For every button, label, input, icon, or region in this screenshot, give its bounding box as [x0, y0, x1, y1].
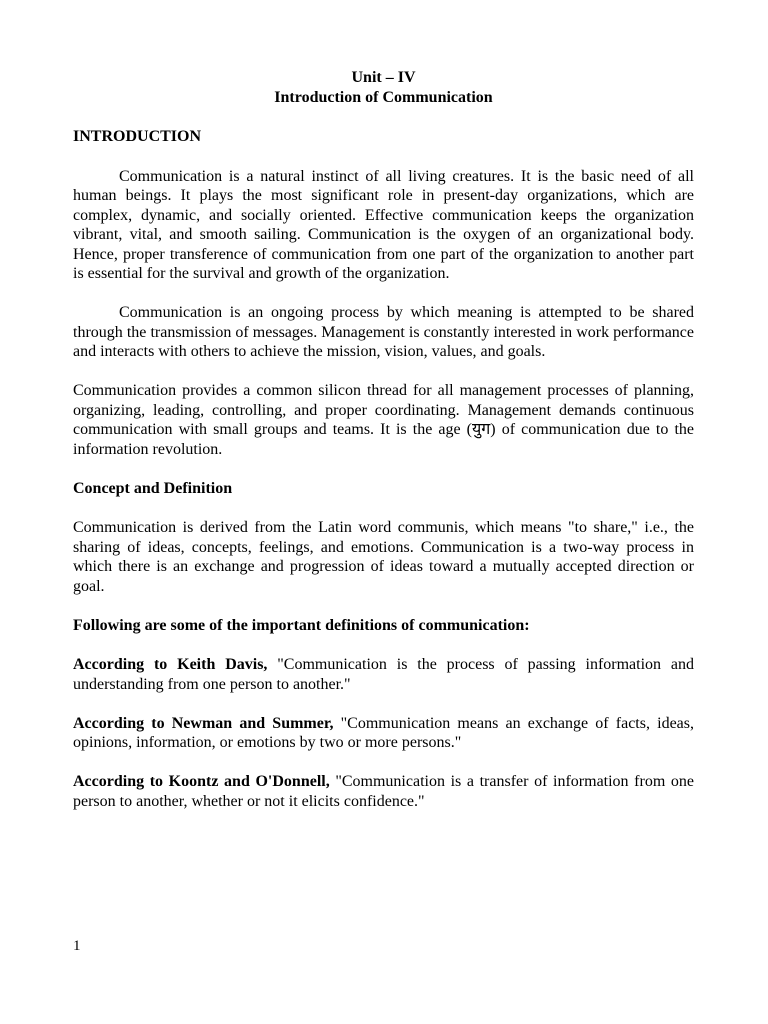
- definition-source: According to Newman and Summer,: [73, 714, 334, 732]
- definition-text: "Communication is a transfer of information from one person to another, whether or not it elicits confidence.": [73, 773, 695, 810]
- definitions-heading: Following are some of the important definitions of communication:: [73, 616, 530, 634]
- intro-paragraph-2: Communication is an ongoing process by which meaning is attempted to be shared through the transmission of messages. Management is constantly interested in work performance and interacts with others to achieve the mission, vision, values, and goals.: [73, 304, 694, 360]
- document-title: Introduction of Communication: [274, 88, 493, 106]
- definition-text: "Communication is the process of passing information and understanding from one person to another.": [73, 656, 694, 693]
- concept-heading: Concept and Definition: [73, 479, 233, 497]
- definition-source: According to Koontz and O'Donnell,: [73, 773, 330, 790]
- definition-keith-davis: [73, 655, 694, 694]
- page-number: 1: [73, 938, 81, 954]
- definition-newman-summer: [73, 714, 694, 753]
- definition-text: "Communication means an exchange of facts, ideas, opinions, information, or emotions by two or more persons.": [73, 714, 694, 751]
- unit-label: Unit – IV: [351, 69, 416, 86]
- concept-paragraph: Communication is derived from the Latin word communis, which means "to share," i.e., the sharing of ideas, concepts, feelings, and emotions. Communication is a two-way process in which there is an exchange and progression of ideas toward a mutually accepted direction or goal.: [73, 519, 694, 595]
- intro-paragraph-3: Communication provides a common silicon thread for all management processes of planning, organizing, leading, controlling, and proper coordinating. Management demands continuous communication with small groups and teams. It is the age (युग) of communication due to the information revolution.: [73, 382, 694, 458]
- definition-koontz-odonnell: [73, 772, 694, 811]
- definition-source: According to Keith Davis,: [73, 656, 268, 673]
- introduction-heading: INTRODUCTION: [73, 128, 202, 145]
- document-page: [73, 68, 694, 831]
- intro-paragraph-1: Communication is a natural instinct of all living creatures. It is the basic need of all human beings. It plays the most significant role in present-day organizations, which are complex, dynamic, and socially oriented. Effective communication keeps the organization vibrant, vital, and smooth sailing. Communication is the oxygen of an organizational body. Hence, proper transference of communication from one part of the organization to another part is essential for the survival and growth of the organization.: [73, 167, 694, 282]
